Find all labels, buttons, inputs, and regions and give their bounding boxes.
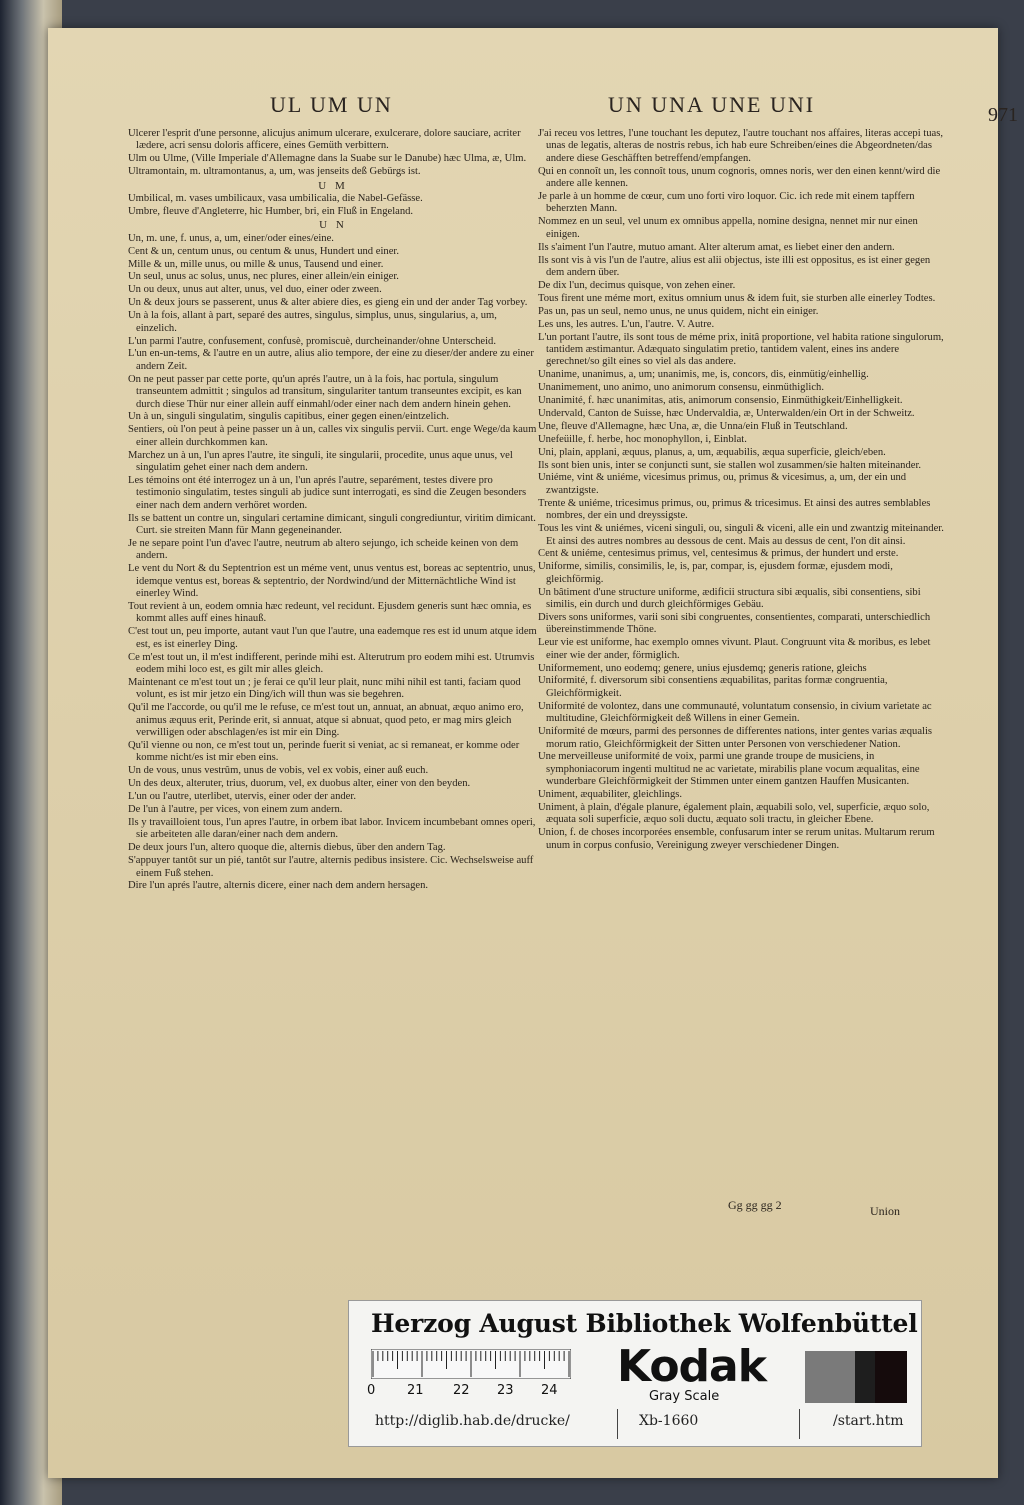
dictionary-entry: Uniment, à plain, d'égale planure, également plain, æquabili solo, vel, superficie, æquo solo, æquata soli superficie, æquo soli ductu, æquato soli tractu, in gleicher Ebene. xyxy=(538,802,930,826)
dictionary-entry: U M xyxy=(318,179,348,192)
ruler-number: 24 xyxy=(541,1383,558,1398)
dictionary-entry: Ils sont bien unis, inter se conjuncti sunt, sie stallen wol zusammen/sie halten miteinander. xyxy=(538,459,922,471)
divider xyxy=(799,1409,800,1439)
dictionary-entry: Pas un, pas un seul, nemo unus, ne unus quidem, nicht ein einiger. xyxy=(538,305,819,317)
dictionary-entry: Qu'il vienne ou non, ce m'est tout un, perinde fuerit si veniat, ac si remaneat, er komme oder komme nicht/es ist mir eben eins. xyxy=(128,740,520,764)
dictionary-entry: U N xyxy=(319,219,347,232)
ruler-number: 22 xyxy=(453,1383,470,1398)
dictionary-entry: Uni, plain, applani, æquus, planus, a, um, æquabilis, æqua superficie, gleich/eben. xyxy=(538,446,886,458)
dictionary-entry: Les uns, les autres. L'un, l'autre. V. Autre. xyxy=(538,318,715,330)
dictionary-entry: Les témoins ont été interrogez un à un, l'un aprés l'autre, separément, testes divere pro testimonio singulatim, testes singuli ab judice sunt interrogati, es sind die Zeugen besonders einer nach dem andern verhöret worden. xyxy=(128,474,527,511)
dictionary-entry: Un de vous, unus vestrûm, unus de vobis, vel ex vobis, einer auß euch. xyxy=(128,765,429,777)
dictionary-entry: S'appuyer tantôt sur un pié, tantôt sur l'autre, alternis pedibus insistere. Cic. Wechselsweise auff einem Fuß stehen. xyxy=(128,855,534,879)
kodak-logo: Kodak xyxy=(617,1341,766,1392)
dictionary-entry: Qui en connoît un, les connoît tous, unum cognoris, omnes noris, wer den einen kennt/wird die andere alle kennen. xyxy=(538,165,941,190)
black-swatch xyxy=(875,1351,907,1403)
dictionary-entry: Tous firent une méme mort, exitus omnium unus & idem fuit, sie sturben alle einerley Todtes. xyxy=(538,292,936,304)
dictionary-entry: Leur vie est uniforme, hac exemplo omnes vivunt. Plaut. Congruunt vita & moribus, es lebet einer wie der ander, förmiglich. xyxy=(538,637,931,661)
divider xyxy=(617,1409,618,1439)
ruler-scale xyxy=(371,1349,571,1379)
dictionary-entry: Divers sons uniformes, varii soni sibi congruentes, consentientes, comparati, unterschiedlich übereinstimmende Thöne. xyxy=(538,611,931,636)
dictionary-entry: Dire l'un aprés l'autre, alternis dicere, einer nach dem andern hersagen. xyxy=(128,880,429,892)
dictionary-entry: Uniformement, uno eodemq; genere, unius ejusdemq; generis ratione, gleichs xyxy=(538,662,867,674)
dictionary-entry: Uniformité de mœurs, parmi des personnes de differentes nations, inter gentes varias æqualis morum ratio, Gleichförmigkeit der Sitten unter Personen von verschiedener Nation. xyxy=(538,726,933,750)
dictionary-entry: Je parle à un homme de cœur, cum uno forti viro loquor. Cic. ich rede mit einem tapffern beherzten Mann. xyxy=(538,191,915,215)
catchword: Union xyxy=(870,1204,900,1218)
gray-swatch xyxy=(805,1351,855,1403)
dictionary-entry: Un ou deux, unus aut alter, unus, vel duo, einer oder zween. xyxy=(128,284,382,296)
dictionary-entry: Ils s'aiment l'un l'autre, mutuo amant. Alter alterum amat, es liebet einer den andern. xyxy=(538,241,895,253)
dictionary-entry: Uniformité de volontez, dans une communauté, voluntatum consensio, in civium varietate ac multitudine, Gleichförmigkeit deß Willens in einer Gemein. xyxy=(538,700,932,725)
dictionary-entry: Ils y travailloient tous, l'un apres l'autre, in orbem ibat labor. Invicem incumbebant omnes operi, sie arbeiteten alle daran/einer nach dem andern. xyxy=(128,816,536,841)
dictionary-entry: Ils se battent un contre un, singulari certamine dimicant, singuli congrediuntur, viritim dimicant. Curt. sie streiten Mann für Mann gegeneinander. xyxy=(128,512,536,537)
dictionary-entry: Ce m'est tout un, il m'est indifferent, perinde mihi est. Alterutrum pro eodem mihi est. Utrumvis eodem mihi loco est, es gilt mir alles gleich. xyxy=(128,651,535,676)
dictionary-entry: Un, m. une, f. unus, a, um, einer/oder eines/eine. xyxy=(128,232,334,244)
dictionary-entry: Ulm ou Ulme, (Ville Imperiale d'Allemagne dans la Suabe sur le Danube) hæc Ulma, æ, Ulm. xyxy=(128,153,527,165)
dictionary-entry: Un des deux, alteruter, trius, duorum, vel, ex duobus alter, einer von den beyden. xyxy=(128,778,471,790)
running-head-right: UN UNA UNE UNI xyxy=(608,92,816,117)
dictionary-entry: Ils sont vis à vis l'un de l'autre, alius est alii objectus, iste illi est oppositus, es ist einer gegen dem andern über. xyxy=(538,254,931,278)
running-head-left: UL UM UN xyxy=(270,92,393,117)
dictionary-entry: Je ne separe point l'un d'avec l'autre, neutrum ab altero sejungo, ich scheide keinen von dem andern. xyxy=(128,538,519,562)
dictionary-entry: Tout revient à un, eodem omnia hæc redeunt, vel recidunt. Ejusdem generis sunt hæc omnia, es kommt alles auff eines hinauß. xyxy=(128,601,532,625)
dictionary-entry: Sentiers, où l'on peut à peine passer un à un, calles vix singulis pervii. Curt. enge Wege/da kaum einer allein durchkommen kan. xyxy=(128,424,537,448)
dictionary-entry: L'un parmi l'autre, confusement, confusè, promiscuè, durcheinander/ohne Unterscheid. xyxy=(128,335,496,347)
start-page: /start.htm xyxy=(833,1413,904,1429)
dictionary-entry: Uniformité, f. diversorum sibi consentiens æquabilitas, paritas formæ congruentia, Gleichförmigkeit. xyxy=(538,675,888,699)
signature-mark: Gg gg gg 2 xyxy=(728,1198,782,1212)
ruler-number: 0 xyxy=(367,1383,376,1398)
dictionary-entry: Un à la fois, allant à part, separé des autres, singulus, simplus, unus, singularius, a, um, einzelich. xyxy=(128,310,497,334)
dictionary-entry: Un à un, singuli singulatim, singulis capitibus, einer gegen einen/eintzelich. xyxy=(128,411,449,423)
dictionary-entry: Qu'il me l'accorde, ou qu'il me le refuse, ce m'est tout un, annuat, an abnuat, æquo animo ero, animus æquus erit, Perinde erit, si annuat, atque si abnuat, quod peto, er mag mirs gleich verwilligen oder abschlagen/es ist mir ein Ding. xyxy=(128,702,524,739)
dictionary-entry: J'ai receu vos lettres, l'une touchant les deputez, l'autre touchant nos affaires, literas accepi tuas, unas de legatis, alteras de nostris rebus, ich hab eure Schreiben/eines die Abgeordneten/das andere diese Geschäfften betreffend/empfangen. xyxy=(538,128,943,164)
right-column xyxy=(538,128,948,853)
dictionary-entry: Cent & un, centum unus, ou centum & unus, Hundert und einer. xyxy=(128,245,399,257)
dictionary-entry: Trente & uniéme, tricesimus primus, ou, primus & tricesimus. Et ainsi des autres semblables nombres, der ein und dreyssigste. xyxy=(538,497,931,522)
dictionary-entry: On ne peut passer par cette porte, qu'un aprés l'autre, un à la fois, hac portula, singulum transeuntem admittit ; singulos ad transitum, singulariter tantum transeuntes excipit, es kan durch diese Thür nur einer allein auff einmahl/oder einer nach dem andern hinein gehen. xyxy=(128,373,522,410)
dictionary-entry: L'un ou l'autre, uterlibet, utervis, einer oder der ander. xyxy=(128,791,356,803)
page-number: 971 xyxy=(988,104,1018,126)
dictionary-entry: C'est tout un, peu importe, autant vaut l'un que l'autre, una eademque res est id unum atque idem est, es ist einerley Ding. xyxy=(128,626,537,650)
dictionary-entry: Marchez un à un, l'un apres l'autre, ite singuli, ite singularii, procedite, unus aque unus, vel singulatim gehet einer nach dem andern. xyxy=(128,449,513,474)
dictionary-entry: Umbilical, m. vases umbilicaux, vasa umbilicalia, die Nabel-Gefässe. xyxy=(128,193,423,205)
library-name: Herzog August Bibliothek Wolfenbüttel xyxy=(371,1309,918,1338)
dictionary-entry: Tous les vint & uniémes, viceni singuli, ou, singuli & viceni, alle ein und zwantzig miteinander. Et ainsi des autres nombres au dessous de cent. Mais au dessus de cent, l'on dit ainsi. xyxy=(538,523,944,547)
dictionary-entry: Uniment, æquabiliter, gleichlings. xyxy=(538,789,683,801)
dictionary-entry: Uniéme, vint & uniéme, vicesimus primus, ou, primus & vicesimus, a, um, der ein und zwantzigste. xyxy=(538,472,907,496)
dictionary-entry: Ultramontain, m. ultramontanus, a, um, was jenseits deß Gebürgs ist. xyxy=(128,166,421,178)
dictionary-entry: De l'un à l'autre, per vices, von einem zum andern. xyxy=(128,804,343,816)
dictionary-entry: Le vent du Nort & du Septentrion est un méme vent, unus ventus est, boreas ac septentrio, unus, idemque ventus est, boreas & septentrio, der Nordwind/und der Mitternächtliche Wind ist einerley Wind. xyxy=(128,563,536,600)
dictionary-entry: Uniforme, similis, consimilis, le, is, par, compar, is, ejusdem formæ, ejusdem modi, gleichförmig. xyxy=(538,561,893,585)
shelfmark: Xb-1660 xyxy=(639,1413,699,1429)
dictionary-entry: Un bâtiment d'une structure uniforme, ædificii structura sibi æqualis, sibi consentiens, sibi similis, ein durch und durch gleichförmiges Gebäu. xyxy=(538,586,921,611)
scanned-page xyxy=(48,28,1018,1478)
source-url: http://diglib.hab.de/drucke/ xyxy=(375,1413,570,1429)
dictionary-entry: De dix l'un, decimus quisque, von zehen einer. xyxy=(538,279,736,291)
dictionary-entry: Unanimement, uno animo, uno animorum consensu, einmüthiglich. xyxy=(538,382,824,394)
left-column xyxy=(128,128,538,893)
dictionary-entry: Unefeüille, f. herbe, hoc monophyllon, i, Einblat. xyxy=(538,433,747,445)
dictionary-entry: Une, fleuve d'Allemagne, hæc Una, æ, die Unna/ein Fluß in Teutschland. xyxy=(538,420,848,432)
dictionary-entry: Une merveilleuse uniformité de voix, parmi une grande troupe de musiciens, in symphoniacorum ingenti multitud ne ac varietate, mirabilis plane vocum æqualitas, eine wunderbare Gleichförmigkeit der Stimmen unter einem gantzen Hauffen Musicanten. xyxy=(538,751,920,788)
dictionary-entry: Nommez en un seul, vel unum ex omnibus appella, nomine designa, nennet mir nur einen einigen. xyxy=(538,216,918,240)
dictionary-entry: Union, f. de choses incorporées ensemble, confusarum inter se rerum unitas. Multarum rerum unum in corpus confusio, Vereinigung zweyer verschiedener Dingen. xyxy=(538,827,935,851)
dictionary-entry: L'un portant l'autre, ils sont tous de méme prix, initâ proportione, vel habita ratione singulorum, tantidem æstimantur. Adæquato singulatim pretio, tantidem valent, eines ins andere gerechnet/so gilt eines so viel als das andere. xyxy=(538,331,944,368)
dictionary-entry: Unanimité, f. hæc unanimitas, atis, animorum consensio, Einmüthigkeit/Einhelligkeit. xyxy=(538,395,903,407)
dictionary-entry: Un & deux jours se passerent, unus & alter abiere dies, es gieng ein und der ander Tag vorbey. xyxy=(128,297,528,309)
dictionary-entry: De deux jours l'un, altero quoque die, alternis diebus, über den andern Tag. xyxy=(128,842,446,854)
ruler-number: 23 xyxy=(497,1383,514,1398)
dictionary-entry: Unanime, unanimus, a, um; unanimis, me, is, concors, dis, einmütig/einhellig. xyxy=(538,369,869,381)
dark-swatch xyxy=(855,1351,875,1403)
dictionary-entry: Umbre, fleuve d'Angleterre, hic Humber, bri, ein Fluß in Engeland. xyxy=(128,205,414,217)
gray-scale-label: Gray Scale xyxy=(649,1389,720,1404)
dictionary-entry: Maintenant ce m'est tout un ; je ferai ce qu'il leur plait, nunc mihi nihil est tanti, faciam quod volunt, es ist mir jetzo ein Ding/ich will thun was sie begehren. xyxy=(128,676,521,701)
dictionary-entry: L'un en-un-tems, & l'autre en un autre, alius alio tempore, der eine zu dieser/der andere zu einer andern Zeit. xyxy=(128,348,534,372)
dictionary-entry: Mille & un, mille unus, ou mille & unus, Tausend und einer. xyxy=(128,258,384,270)
dictionary-entry: Cent & uniéme, centesimus primus, vel, centesimus & primus, der hundert und erste. xyxy=(538,548,899,560)
dictionary-entry: Ulcerer l'esprit d'une personne, alicujus animum ulcerare, exulcerare, dolore sauciare, acriter lædere, acri sensu doloris afficere, eines Gemüth verbittern. xyxy=(128,128,521,152)
color-target-card xyxy=(348,1300,922,1447)
dictionary-entry: Un seul, unus ac solus, unus, nec plures, einer allein/ein einiger. xyxy=(128,271,399,283)
dictionary-entry: Undervald, Canton de Suisse, hæc Undervaldia, æ, Unterwalden/ein Ort in der Schweitz. xyxy=(538,407,915,419)
ruler-number: 21 xyxy=(407,1383,424,1398)
